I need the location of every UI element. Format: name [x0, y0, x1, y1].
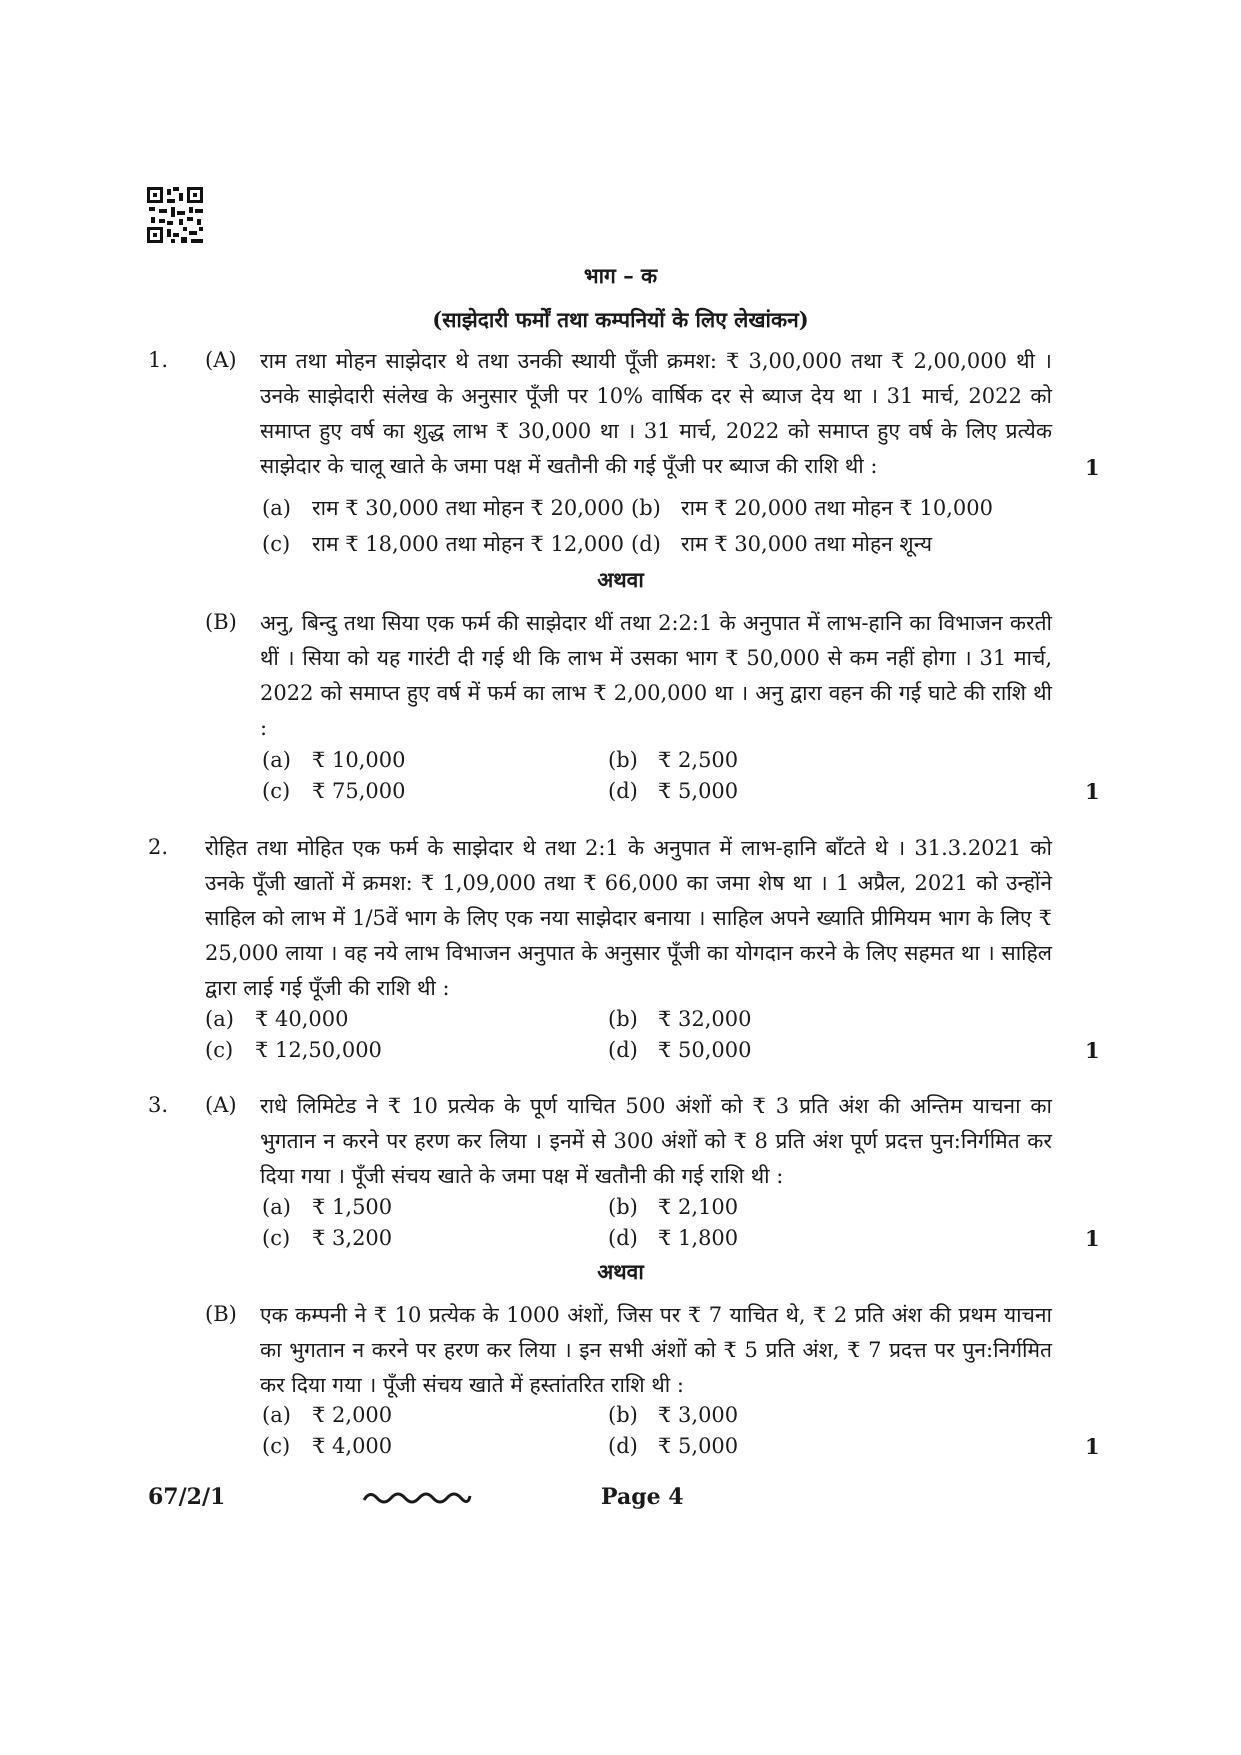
option: (d) ₹ 50,000 — [608, 1038, 752, 1062]
paper-code: 67/2/1 — [148, 1484, 226, 1510]
option: (c) ₹ 4,000 — [262, 1434, 393, 1458]
option: (c) राम ₹ 18,000 तथा मोहन ₹ 12,000 — [262, 532, 624, 556]
option: (c) ₹ 75,000 — [262, 779, 406, 803]
marks: 1 — [1085, 779, 1100, 804]
question-number: 2. — [148, 835, 169, 859]
marks: 1 — [1085, 1038, 1100, 1063]
wave-icon — [362, 1486, 472, 1508]
option: (a) राम ₹ 30,000 तथा मोहन ₹ 20,000 — [262, 496, 624, 520]
question-text: अनु, बिन्दु तथा सिया एक फर्म की साझेदार थीं तथा 2:2:1 के अनुपात में लाभ-हानि का विभाजन करती थीं । सिया को यह गारंटी दी गई थी कि लाभ में उसका भाग ₹ 50,000 से कम नहीं होगा । 31 मार्च, 2022 को समाप्त हुए वर्ष में फर्म का लाभ ₹ 2,00,000 था । अनु द्वारा वहन की गई घाटे की राशि थी : — [260, 611, 1052, 740]
option: (b) ₹ 3,000 — [608, 1403, 739, 1427]
option: (d) ₹ 1,800 — [608, 1226, 739, 1250]
question-text: एक कम्पनी ने ₹ 10 प्रत्येक के 1000 अंशों, जिस पर ₹ 7 याचित थे, ₹ 2 प्रति अंश की प्रथम याचना का भुगतान न करने पर हरण कर लिया । इन सभी अंशों को ₹ 5 प्रति अंश, ₹ 7 प्रदत्त पर पुन:निर्गमित कर दिया गया । पूँजी संचय खाते में हस्तांतरित राशि थी : — [260, 1303, 1052, 1397]
question-text: रोहित तथा मोहित एक फर्म के साझेदार थे तथा 2:1 के अनुपात में लाभ-हानि बाँटते थे । 31.3.2021 को उनके पूँजी खातों में क्रमश: ₹ 1,09,000 तथा ₹ 66,000 का जमा शेष था । 1 अप्रैल, 2021 को उन्होंने साहिल को लाभ में 1/5वें भाग के लिए एक नया साझेदार बनाया । साहिल अपने ख्याति प्रीमियम भाग के लिए ₹ 25,000 लाया । वह नये लाभ विभाजन अनुपात के अनुसार पूँजी का योगदान करने के लिए सहमत था । साहिल द्वारा लाई गई पूँजी की राशि थी : — [205, 836, 1052, 1000]
question-part-label: (B) — [205, 610, 237, 634]
question-text: राम तथा मोहन साझेदार थे तथा उनकी स्थायी पूँजी क्रमश: ₹ 3,00,000 तथा ₹ 2,00,000 थी । उनके साझेदारी संलेख के अनुसार पूँजी पर 10% वार्षिक दर से ब्याज देय था । 31 मार्च, 2022 को समाप्त हुए वर्ष का शुद्ध लाभ ₹ 30,000 था । 31 मार्च, 2022 को समाप्त हुए वर्ष के लिए प्रत्येक साझेदार के चालू खाते के जमा पक्ष में खतौनी की गई पूँजी पर ब्याज की राशि थी : — [260, 349, 1052, 478]
option: (d) ₹ 5,000 — [608, 779, 739, 803]
marks: 1 — [1085, 1226, 1100, 1251]
question-part-label: (B) — [205, 1302, 237, 1326]
marks: 1 — [1085, 455, 1100, 480]
option: (c) ₹ 12,50,000 — [205, 1038, 382, 1062]
option: (d) राम ₹ 30,000 तथा मोहन शून्य — [631, 532, 933, 556]
page-number: Page 4 — [601, 1484, 684, 1510]
question-number: 1. — [148, 348, 169, 372]
qr-code-icon — [147, 187, 203, 243]
option: (b) ₹ 2,500 — [608, 748, 739, 772]
option: (a) ₹ 2,000 — [262, 1403, 393, 1427]
marks: 1 — [1085, 1434, 1100, 1459]
or-divider: अथवा — [597, 1259, 644, 1284]
section-subtitle: (साझेदारी फर्मों तथा कम्पनियों के लिए लेखांकन) — [432, 307, 809, 332]
question-text: राधे लिमिटेड ने ₹ 10 प्रत्येक के पूर्ण याचित 500 अंशों को ₹ 3 प्रति अंश की अन्तिम याचना का भुगतान न करने पर हरण कर लिया । इनमें से 300 अंशों को ₹ 8 प्रति अंश पूर्ण प्रदत्त पुन:निर्गमित कर दिया गया । पूँजी संचय खाते के जमा पक्ष में खतौनी की गई राशि थी : — [260, 1094, 1052, 1188]
option: (a) ₹ 10,000 — [262, 748, 406, 772]
option: (b) ₹ 2,100 — [608, 1195, 739, 1219]
option: (a) ₹ 1,500 — [262, 1195, 393, 1219]
question-part-label: (A) — [205, 348, 237, 372]
option: (b) ₹ 32,000 — [608, 1007, 752, 1031]
option: (d) ₹ 5,000 — [608, 1434, 739, 1458]
option: (a) ₹ 40,000 — [205, 1007, 349, 1031]
option: (c) ₹ 3,200 — [262, 1226, 393, 1250]
or-divider: अथवा — [597, 567, 644, 592]
option: (b) राम ₹ 20,000 तथा मोहन ₹ 10,000 — [631, 496, 993, 520]
section-title: भाग – क — [583, 263, 658, 288]
question-number: 3. — [148, 1093, 169, 1117]
question-part-label: (A) — [205, 1093, 237, 1117]
